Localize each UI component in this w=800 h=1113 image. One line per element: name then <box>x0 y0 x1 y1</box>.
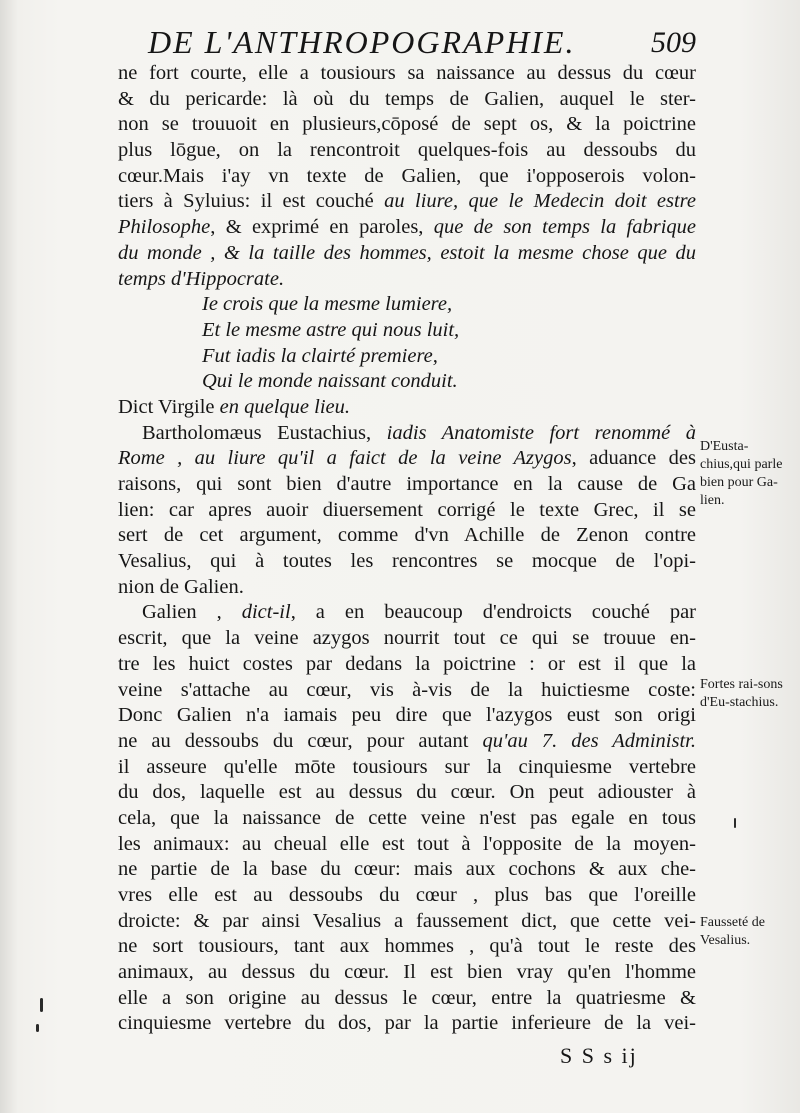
text-line <box>118 395 696 421</box>
italic-text: Philosophe <box>118 216 211 239</box>
verse-line: Et le mesme astre qui nous luit, <box>202 318 460 341</box>
text-line <box>118 523 696 549</box>
margin-note-fortes-raisons: Fortes rai-sons d'Eu-stachius. <box>700 677 783 710</box>
text-line <box>118 652 696 678</box>
text-line <box>118 600 696 626</box>
text-segment: les animaux: au cheual elle est tout à l'opposite de la moyen- <box>118 832 696 855</box>
text-segment: vres elle est au dessoubs du cœur , plus bas que l'oreille <box>118 884 696 906</box>
text-segment: ne fort courte, elle a tousiours sa naissance au dessus du cœur <box>118 62 696 84</box>
text-segment: elle a son origine au dessus le cœur, entre la quatriesme & <box>118 986 696 1009</box>
verse-line: Ie crois que la mesme lumiere, <box>202 293 453 316</box>
text-line <box>118 421 696 447</box>
text-segment: tiers à Syluius: il est couché <box>118 190 385 213</box>
text-line <box>118 498 696 524</box>
text-segment: nion de Galien. <box>118 575 244 598</box>
text-segment: escrit, que la veine azygos nourrit tout ce qui se trouue en- <box>118 627 696 650</box>
text-segment: Galien , <box>142 601 242 624</box>
margin-note-eustachius: D'Eusta-chius,qui parle bien pour Ga-lien. <box>700 439 783 508</box>
margin-note-faussete-vesalius: Fausseté de Vesalius. <box>700 915 765 948</box>
text-line <box>118 189 696 215</box>
text-segment: cœur.Mais i'ay vn texte de Galien, que i'opposerois volon- <box>118 164 696 187</box>
text-line <box>118 832 696 858</box>
text-segment: droicte: & par ainsi Vesalius a faussement dict, que cette vei- <box>118 909 696 932</box>
verse-quotation <box>118 292 696 395</box>
ink-speck <box>40 998 43 1012</box>
paragraph-before-verse <box>118 61 696 292</box>
text-line <box>118 986 696 1012</box>
text-line <box>118 549 696 575</box>
text-line <box>118 626 696 652</box>
text-segment: Bartholomæus Eustachius, <box>142 421 387 444</box>
text-segment: sert de cet argument, comme d'vn Achille de Zenon contre <box>118 524 696 547</box>
text-segment: & du pericarde: là où du temps de Galien, auquel le ster- <box>118 87 696 110</box>
text-line <box>118 241 696 267</box>
page-header <box>148 24 696 64</box>
text-line <box>118 267 696 293</box>
italic-text: temps d'Hippocrate. <box>118 267 285 290</box>
italic-text: qu'au 7. des Administr. <box>482 729 697 752</box>
italic-text: au liure, que le Medecin doit estre <box>384 190 696 213</box>
text-segment: , & exprimé en paroles, <box>210 216 434 239</box>
text-segment: ne au dessoubs du cœur, pour autant <box>118 729 483 752</box>
signature-mark: S S s ij <box>560 1043 638 1068</box>
text-line <box>118 112 696 138</box>
ink-speck <box>734 818 736 828</box>
italic-text: du monde , & la taille des hommes, estoit la mesme chose que du <box>118 241 696 264</box>
text-segment: non se trouuoit en plusieurs,cōposé de sept os, & la poictrine <box>118 113 696 136</box>
text-segment: animaux, au dessus du cœur. Il est bien vray qu'en l'homme <box>118 961 696 984</box>
text-line <box>118 857 696 883</box>
text-line <box>118 909 696 935</box>
main-text-block <box>118 61 696 1037</box>
italic-text: iadis Anatomiste fort renommé à <box>386 421 696 444</box>
text-segment: veine s'attache au cœur, vis à-vis de la huictiesme coste: <box>118 678 696 701</box>
text-line <box>118 1011 696 1037</box>
text-segment: raisons, qui sont bien d'autre importance en la cause de Ga <box>118 473 696 495</box>
text-line <box>118 960 696 986</box>
text-line <box>118 678 696 704</box>
verse-line: Fut iadis la clairté premiere, <box>202 344 438 367</box>
text-line <box>118 575 696 601</box>
text-line <box>118 806 696 832</box>
text-line <box>118 780 696 806</box>
text-segment: , aduance des <box>571 447 696 470</box>
italic-text: que de son temps la fabrique <box>433 216 696 239</box>
text-segment: cela, que la naissance de cette veine n'est pas egale en tous <box>118 806 696 829</box>
text-line <box>118 215 696 241</box>
ink-speck <box>36 1024 39 1032</box>
paragraph-after-verse <box>118 395 696 1037</box>
text-line <box>118 61 696 87</box>
verse-line: Qui le monde naissant conduit. <box>202 370 458 393</box>
text-segment: lien: car apres auoir diuersement corrigé le texte Grec, il se <box>118 498 696 521</box>
text-line <box>118 729 696 755</box>
italic-text: en quelque lieu. <box>219 395 350 418</box>
text-line <box>118 87 696 113</box>
page-number: 509 <box>651 26 696 59</box>
text-line <box>118 138 696 164</box>
text-segment: ne partie de la base du cœur: mais aux cochons & aux che- <box>118 858 696 881</box>
text-line <box>118 934 696 960</box>
text-line <box>118 472 696 498</box>
text-line <box>118 703 696 729</box>
italic-text: Rome , au liure qu'il a faict de la veine Azygos <box>118 447 572 470</box>
text-segment: tre les huict costes par dedans la poictrine : or est il que la <box>118 652 696 675</box>
text-segment: , a en beaucoup d'endroicts couché par <box>290 601 696 624</box>
text-segment: Donc Galien n'a iamais peu dire que l'azygos eust son origi <box>118 704 696 727</box>
text-segment: il asseure qu'elle mōte tousiours sur la cinquiesme vertebre <box>118 755 696 778</box>
text-line <box>118 755 696 781</box>
running-title: DE L'ANTHROPOGRAPHIE. <box>148 24 576 60</box>
text-line <box>118 446 696 472</box>
text-line <box>118 883 696 909</box>
text-segment: Vesalius, qui à toutes les rencontres se mocque de l'opi- <box>118 550 696 573</box>
text-segment: cinquiesme vertebre du dos, par la partie inferieure de la vei- <box>118 1012 696 1035</box>
text-line <box>118 164 696 190</box>
text-segment: plus lōgue, on la rencontroit quelques-fois au dessoubs du <box>118 139 696 162</box>
text-segment: Dict Virgile <box>118 395 220 418</box>
text-segment: du dos, laquelle est au dessus du cœur. On peut adiouster à <box>118 781 696 804</box>
italic-text: dict-il <box>241 601 291 624</box>
text-segment: ne sort tousiours, tant aux hommes , qu'à tout le reste des <box>118 935 696 958</box>
